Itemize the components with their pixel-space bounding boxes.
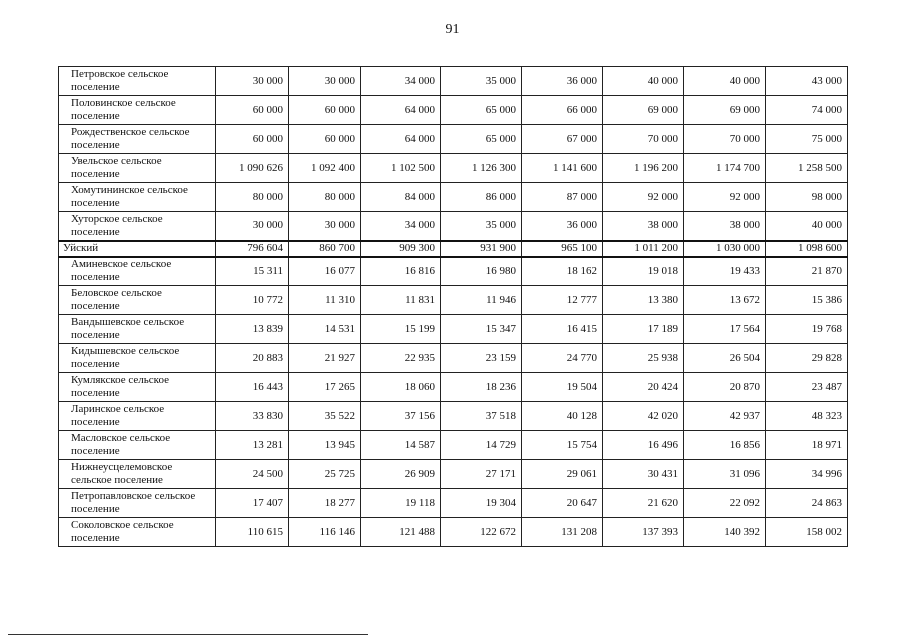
value-cell: 20 870 [684,373,766,402]
value-cell: 30 000 [289,67,361,96]
settlement-name-cell: Половинское сельское поселение [59,96,216,125]
value-cell: 22 935 [361,344,441,373]
value-cell: 30 000 [289,212,361,241]
value-cell: 1 090 626 [216,154,289,183]
value-cell: 1 141 600 [522,154,603,183]
value-cell: 60 000 [216,125,289,154]
value-cell: 25 725 [289,460,361,489]
value-cell: 19 768 [766,315,848,344]
value-cell: 34 000 [361,212,441,241]
value-cell: 796 604 [216,241,289,257]
value-cell: 29 061 [522,460,603,489]
value-cell: 1 030 000 [684,241,766,257]
value-cell: 40 128 [522,402,603,431]
value-cell: 1 102 500 [361,154,441,183]
value-cell: 24 770 [522,344,603,373]
settlement-name-cell: Кидышевское сельское поселение [59,344,216,373]
value-cell: 30 431 [603,460,684,489]
settlement-name-cell: Увельское сельское поселение [59,154,216,183]
value-cell: 69 000 [603,96,684,125]
settlement-name-cell: Нижнеусцелемовское сельское поселение [59,460,216,489]
settlement-name-cell: Петропавловское сельское поселение [59,489,216,518]
value-cell: 65 000 [441,125,522,154]
value-cell: 69 000 [684,96,766,125]
value-cell: 13 839 [216,315,289,344]
value-cell: 87 000 [522,183,603,212]
value-cell: 74 000 [766,96,848,125]
value-cell: 66 000 [522,96,603,125]
value-cell: 31 096 [684,460,766,489]
value-cell: 35 522 [289,402,361,431]
value-cell: 1 126 300 [441,154,522,183]
value-cell: 80 000 [216,183,289,212]
value-cell: 30 000 [216,67,289,96]
value-cell: 48 323 [766,402,848,431]
settlement-name-cell: Беловское сельское поселение [59,286,216,315]
value-cell: 1 011 200 [603,241,684,257]
settlement-name-cell: Хомутининское сельское поселение [59,183,216,212]
value-cell: 16 443 [216,373,289,402]
value-cell: 19 304 [441,489,522,518]
value-cell: 15 386 [766,286,848,315]
settlement-name-cell: Уйский [59,241,216,257]
value-cell: 84 000 [361,183,441,212]
value-cell: 15 199 [361,315,441,344]
value-cell: 1 258 500 [766,154,848,183]
value-cell: 860 700 [289,241,361,257]
footnote-separator [8,634,368,635]
value-cell: 18 277 [289,489,361,518]
value-cell: 60 000 [289,96,361,125]
value-cell: 18 060 [361,373,441,402]
data-table [58,66,848,547]
value-cell: 70 000 [603,125,684,154]
value-cell: 23 159 [441,344,522,373]
value-cell: 40 000 [603,67,684,96]
table-row [59,67,848,96]
settlement-name-cell: Соколовское сельское поселение [59,518,216,547]
value-cell: 23 487 [766,373,848,402]
table-row [59,402,848,431]
value-cell: 20 883 [216,344,289,373]
table-row [59,286,848,315]
value-cell: 86 000 [441,183,522,212]
value-cell: 13 281 [216,431,289,460]
value-cell: 37 156 [361,402,441,431]
value-cell: 25 938 [603,344,684,373]
value-cell: 15 754 [522,431,603,460]
value-cell: 20 424 [603,373,684,402]
value-cell: 98 000 [766,183,848,212]
table-row [59,154,848,183]
value-cell: 19 504 [522,373,603,402]
value-cell: 11 310 [289,286,361,315]
table-row [59,460,848,489]
value-cell: 15 347 [441,315,522,344]
value-cell: 17 189 [603,315,684,344]
value-cell: 11 946 [441,286,522,315]
value-cell: 14 531 [289,315,361,344]
value-cell: 35 000 [441,67,522,96]
district-row [59,241,848,257]
table-row [59,518,848,547]
value-cell: 18 162 [522,257,603,286]
settlement-name-cell: Аминевское сельское поселение [59,257,216,286]
value-cell: 158 002 [766,518,848,547]
value-cell: 34 000 [361,67,441,96]
table-row [59,183,848,212]
value-cell: 1 098 600 [766,241,848,257]
value-cell: 27 171 [441,460,522,489]
value-cell: 40 000 [684,67,766,96]
value-cell: 92 000 [684,183,766,212]
settlement-name-cell: Хуторское сельское поселение [59,212,216,241]
value-cell: 70 000 [684,125,766,154]
value-cell: 16 856 [684,431,766,460]
value-cell: 29 828 [766,344,848,373]
table-row [59,344,848,373]
page-number: 91 [445,22,460,37]
table-row [59,96,848,125]
table-row [59,212,848,241]
value-cell: 131 208 [522,518,603,547]
value-cell: 122 672 [441,518,522,547]
value-cell: 110 615 [216,518,289,547]
value-cell: 1 092 400 [289,154,361,183]
value-cell: 11 831 [361,286,441,315]
table-row [59,373,848,402]
value-cell: 42 020 [603,402,684,431]
value-cell: 15 311 [216,257,289,286]
value-cell: 13 672 [684,286,766,315]
value-cell: 140 392 [684,518,766,547]
settlement-name-cell: Ларинское сельское поселение [59,402,216,431]
table-row [59,431,848,460]
value-cell: 19 018 [603,257,684,286]
value-cell: 92 000 [603,183,684,212]
table-row [59,489,848,518]
settlement-name-cell: Рождественское сельское поселение [59,125,216,154]
value-cell: 909 300 [361,241,441,257]
value-cell: 137 393 [603,518,684,547]
value-cell: 10 772 [216,286,289,315]
value-cell: 21 620 [603,489,684,518]
value-cell: 60 000 [216,96,289,125]
value-cell: 37 518 [441,402,522,431]
value-cell: 14 729 [441,431,522,460]
table-row [59,315,848,344]
value-cell: 38 000 [684,212,766,241]
value-cell: 64 000 [361,125,441,154]
value-cell: 17 407 [216,489,289,518]
value-cell: 16 980 [441,257,522,286]
value-cell: 121 488 [361,518,441,547]
value-cell: 931 900 [441,241,522,257]
value-cell: 65 000 [441,96,522,125]
value-cell: 16 415 [522,315,603,344]
value-cell: 21 870 [766,257,848,286]
value-cell: 13 380 [603,286,684,315]
value-cell: 19 433 [684,257,766,286]
value-cell: 75 000 [766,125,848,154]
value-cell: 1 174 700 [684,154,766,183]
value-cell: 20 647 [522,489,603,518]
value-cell: 19 118 [361,489,441,518]
value-cell: 30 000 [216,212,289,241]
value-cell: 16 077 [289,257,361,286]
value-cell: 116 146 [289,518,361,547]
value-cell: 35 000 [441,212,522,241]
value-cell: 43 000 [766,67,848,96]
value-cell: 13 945 [289,431,361,460]
value-cell: 33 830 [216,402,289,431]
value-cell: 965 100 [522,241,603,257]
value-cell: 14 587 [361,431,441,460]
settlement-name-cell: Вандышевское сельское поселение [59,315,216,344]
table-row [59,125,848,154]
value-cell: 26 909 [361,460,441,489]
value-cell: 42 937 [684,402,766,431]
value-cell: 40 000 [766,212,848,241]
value-cell: 16 816 [361,257,441,286]
value-cell: 67 000 [522,125,603,154]
value-cell: 38 000 [603,212,684,241]
value-cell: 12 777 [522,286,603,315]
value-cell: 80 000 [289,183,361,212]
value-cell: 64 000 [361,96,441,125]
value-cell: 21 927 [289,344,361,373]
value-cell: 17 564 [684,315,766,344]
value-cell: 60 000 [289,125,361,154]
value-cell: 34 996 [766,460,848,489]
settlement-name-cell: Кумлякское сельское поселение [59,373,216,402]
value-cell: 1 196 200 [603,154,684,183]
table-row [59,257,848,286]
value-cell: 17 265 [289,373,361,402]
value-cell: 18 971 [766,431,848,460]
value-cell: 24 500 [216,460,289,489]
value-cell: 36 000 [522,67,603,96]
value-cell: 18 236 [441,373,522,402]
value-cell: 22 092 [684,489,766,518]
settlement-name-cell: Петровское сельское поселение [59,67,216,96]
value-cell: 24 863 [766,489,848,518]
value-cell: 36 000 [522,212,603,241]
value-cell: 16 496 [603,431,684,460]
settlement-name-cell: Масловское сельское поселение [59,431,216,460]
value-cell: 26 504 [684,344,766,373]
table-body [59,67,848,547]
